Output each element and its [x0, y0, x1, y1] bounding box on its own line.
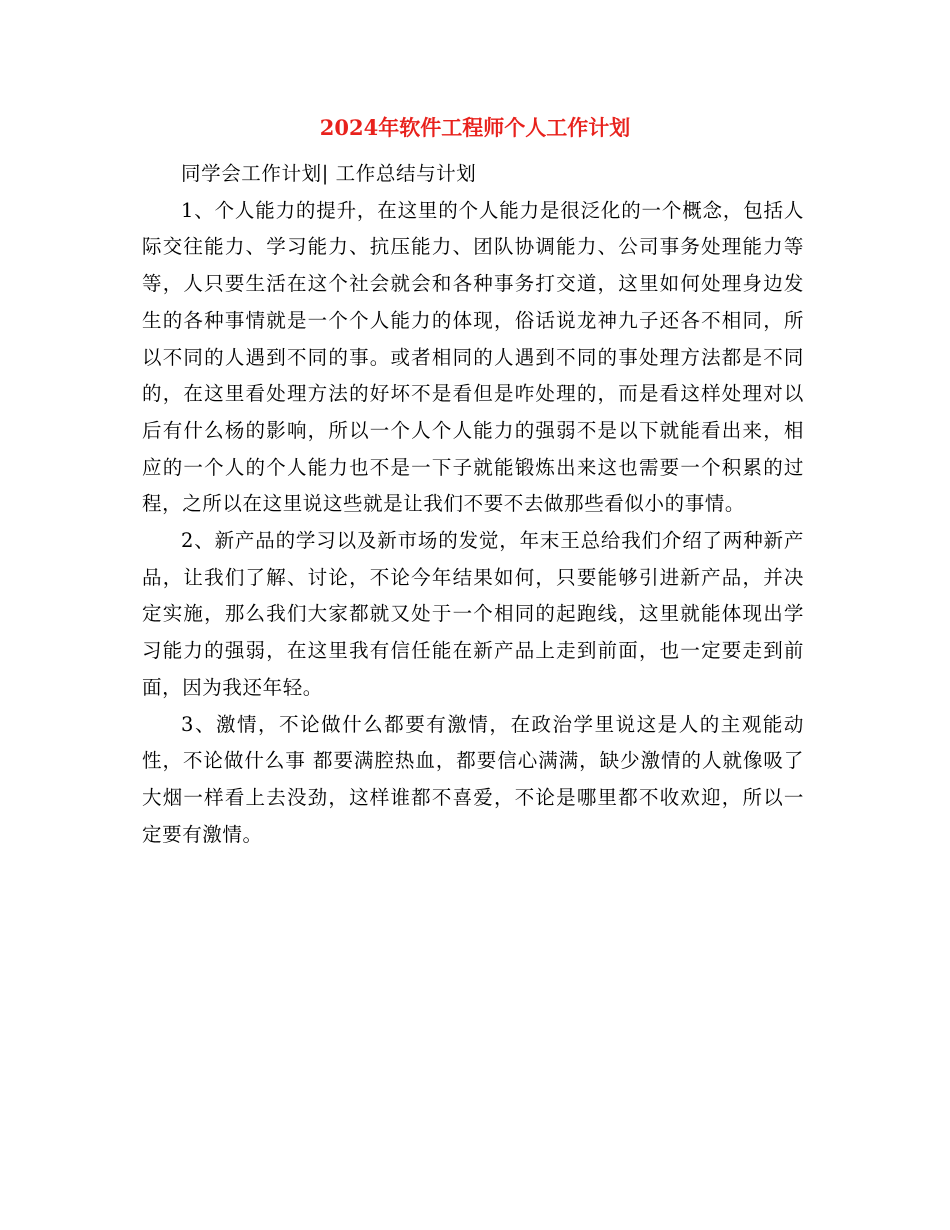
document-subtitle: 同学会工作计划| 工作总结与计划 — [181, 162, 477, 185]
paragraph-1: 1、个人能力的提升，在这里的个人能力是很泛化的一个概念，包括人际交往能力、学习能力、抗压能力、团队协调能力、公司事务处理能力等等，人只要生活在这个社会就会和各种事务打交道，这里如何处理身边发生的各种事情就是一个个人能力的体现，俗话说龙神九子还各不相同，所以不同的人遇到不同的事。或者相同的人遇到不同的事处理方法都是不同的，在这里看处理方法的好坏不是看但是咋处理的，而是看这样处理对以后有什么杨的影响，所以一个人个人能力的强弱不是以下就能看出来，相应的一个人的个人能力也不是一下子就能锻炼出来这也需要一个积累的过程，之所以在这里说这些就是让我们不要不去做那些看似小的事情。 — [142, 198, 804, 516]
page-title: 2024年软件工程师个人工作计划 — [319, 115, 631, 140]
paragraph-2: 2、新产品的学习以及新市场的发觉，年末王总给我们介绍了两种新产品，让我们了解、讨论，不论今年结果如何，只要能够引进新产品，并决定实施，那么我们大家都就又处于一个相同的起跑线，这里就能体现出学习能力的强弱，在这里我有信任能在新产品上走到前面，也一定要走到前面，因为我还年轻。 — [142, 529, 804, 699]
paragraph-3: 3、激情，不论做什么都要有激情，在政治学里说这是人的主观能动性，不论做什么事 都要满腔热血，都要信心满满，缺少激情的人就像吸了大烟一样看上去没劲，这样谁都不喜爱，不论是哪里都不收欢迎，所以一定要有激情。 — [142, 712, 804, 846]
document-body — [142, 156, 804, 853]
